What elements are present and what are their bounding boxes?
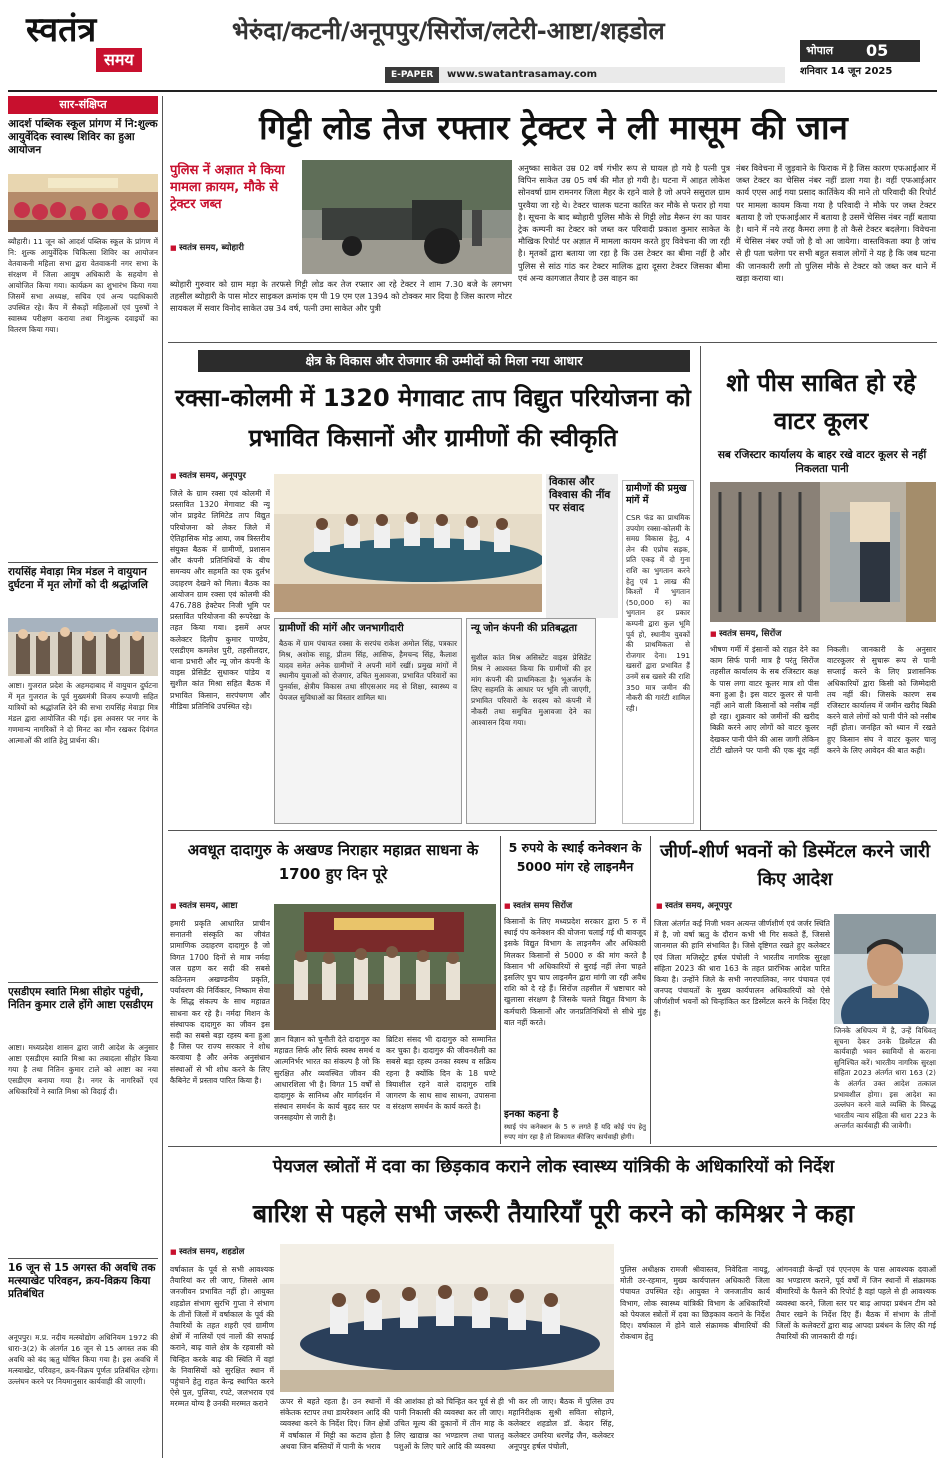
masthead xyxy=(0,0,945,86)
building-headline: जीर्ण-शीर्ण भवनों को डिस्मेंटल करने जारी किए आदेश xyxy=(659,841,931,890)
power-box-key-demands-body: CSR फंड का प्राथमिक उपयोग रक्सा-कोलमी के समग्र विकास हेतु, 4 लेन की एप्रोच सड़क, प्रति एकड़ में दो गुना राशि का भुगतान करने हेतु एवं 1 लाख की किश्तों में भुगतान (50,000 रु) का भुगतान हर प्रकार कम्पनी द्वारा कुल भूमि पूर्व हो, स्थानीय युवकों की प्राथमिकता से रोजगार देना। 191 खसरों द्वारा प्रभावित हैं उनमें सब खसरे की राशि 350 मात्र जमीन की नौकरी की गारंटी शामिल रही। xyxy=(626,513,690,713)
website-link[interactable]: www.swatantrasamay.com xyxy=(447,69,598,80)
building-byline: ■ स्वतंत्र समय, अनूपपुर xyxy=(656,900,856,914)
bottom-col-2: ऊपर से बहते रहता है। उन स्थानों में संकेतक स्टापर तथा डायरेक्शन आदि की व्यवस्था करने के निर्देश दिए। जिन क्षेत्रों में वर्षाकाल में मिट्टी का कटाव होता है अथवा जिन बस्तियों में पानी के भराव xyxy=(280,1397,390,1451)
city-label: भोपाल xyxy=(806,44,834,57)
bottom-col-4: भी कर ली जाए। बैठक में पुलिस उप महानिरीक्षक सुश्री सविता सोहाने, कलेक्टर शहडोल डॉ. केदार सिंह, कलेक्टर उमरिया धरणेंद्र जैन, कलेक्टर अनूपपुर हर्षल पंचोली, xyxy=(508,1397,614,1451)
bottom-meeting-photo xyxy=(280,1244,614,1392)
page-number: 05 xyxy=(866,41,889,60)
bottom-kicker: पेयजल स्त्रोतों में दवा का छिड़काव कराने लोक स्वास्थ्य यांत्रिकी के अधिकारियों को निर्देश xyxy=(272,1157,835,1177)
sidebar-story-2-photo xyxy=(8,618,158,676)
power-body: जिले के ग्राम रक्सा एवं कोलमी में प्रस्तावित 1320 मेगावाट की न्यू जोन प्राइवेट लिमिटेड ताप विद्युत परियोजना को लेकर जिले में ऐतिहासिक मोड़ आया, जब त्रिस्तरीय संयुक्त बैठक में ग्रामीणों, प्रशासन और कंपनी प्रतिनिधियों के बीच समन्वय और सहमति का एक दुर्लभ उदाहरण देखने को मिला। बैठक का आयोजन ग्राम रक्सा एवं कोलमी की 476.788 हेक्टेयर निजी भूमि पर प्रस्तावित परियोजना की रूपरेखा के तहत किया गया। इसमें अपर कलेक्टर दिलीप कुमार पाण्डेय, एसडीएम कमलेश पुरी, तहसीलदार, थाना प्रभारी और न्यू जोन कंपनी के वाइस प्रेसिडेंट सुधाकर पांडेय व सुशील कांत मिश्रा सहित बैठक में प्रभावित किसान, सरपंचगण और मीडिया प्रतिनिधि उपस्थित रहे। xyxy=(170,489,270,711)
epaper-label: E-PAPER xyxy=(385,67,439,83)
cooler-headline: शो पीस साबित हो रहे वाटर कूलर xyxy=(726,369,916,435)
building-body-2: जिनके अधिपत्य में है, उन्हें विधिवत् सूचना देकर उनके डिस्मेंटल की कार्यवाही भवन स्वामियों से कराना सुनिश्चित करें। भारतीय नागरिक सुरक्षा संहिता 2023 अंतर्गत धारा 163 (2) के अंतर्गत उक्त आदेश तत्काल प्रभावशील होगा। इस आदेश का उल्लंघन करने वाले व्यक्ति के विरुद्ध भारतीय न्याय संहिता की धारा 223 के अन्तर्गत कार्यवाही की जावेगी। xyxy=(834,1026,936,1131)
power-box-company xyxy=(466,618,596,824)
power-kicker: क्षेत्र के विकास और रोजगार की उम्मीदों को मिला नया आधार xyxy=(198,350,690,372)
bottom-col-3: की आशंका हो को चिन्हित कर पूर्व से ही पानी निकासी की व्यवस्था कर ली जाए। उचित मूल्य की दुकानों में तीन माह के लिए खाद्यान्न का भण्डारण तथा पालतू पशुओं के लिए चारे आदि की व्यवस्था xyxy=(394,1397,504,1451)
top-col-3: नंबर विवेचना में जुड़वाने के फिराक में है जिस कारण एफआईआर में जब्त टेक्टर का चेसिस नंबर नहीं डाला गया है। वहीं एफआईआर कार्य एएस आई गया प्रसाद कार्तिकेय की माने तो परिवादी की रिपोर्ट पर मामला कायम किया गया है परिवादी ने मौके पर जब्त टेक्टर बताया है जो एफआईआर में बताया है उसमें चेसिस नंबर नहीं बताया है। थाने में नये तरह कैमरा लगा है तो कैसे टेक्टर बदलेगा। विवेचना में चेसिस नंबर ज्यों जो है वो आ जायेगा। वास्तविकता क्या है जांच से ही पता चलेगा पर सभी बहुत सवाल लोगों ने यह है कि जब घटना की जानकारी लगी तो पुलिस मौके से टेक्टर को जब्त कर थाने में खड़ा कराया था। xyxy=(736,163,936,283)
sidebar-story-2-body: आष्टा। गुजरात प्रदेश के अहमदाबाद में वायुयान दुर्घटना में मृत गुजरात के पूर्व मुख्यमंत्री विजय रूपाणी सहित यात्रियों को श्रद्धांजलि देने की सभा रायसिंह मेवाड़ा मित्र मंडल द्वारा आयोजित की गई। इस अवसर पर नगर के गणमान्य नागरिकों ने दो मिनट का मौन रखकर दिवंगत आत्माओं की शांति हेतु प्रार्थना की। xyxy=(8,681,158,745)
power-meeting-photo xyxy=(274,474,542,612)
sidebar-header: सार-संक्षिप्त xyxy=(8,96,158,114)
sidebar-story-4-headline: 16 जून से 15 अगस्त की अवधि तक मत्स्याखेट परिवहन, क्रय-विक्रय किया प्रतिबंधित xyxy=(8,1262,156,1300)
power-box-company-title: न्यू जोन कंपनी की प्रतिबद्धता xyxy=(471,623,577,634)
power-headline: रक्सा-कोलमी में 1320 मेगावाट ताप विद्युत परियोजना को प्रभावित किसानों और ग्रामीणों की स्वीकृति xyxy=(175,384,691,452)
power-box-key-demands xyxy=(622,480,694,824)
issue-date: शनिवार 14 जून 2025 xyxy=(800,66,893,77)
avdhoot-photo xyxy=(274,904,496,1030)
power-box-dialogue xyxy=(546,474,618,618)
sidebar-story-1-photo xyxy=(8,174,158,232)
top-subheadline: पुलिस नें अज्ञात मे किया मामला क़ायम, मौके से ट्रेक्टर जब्त xyxy=(170,163,285,212)
bottom-col-6: आंगनवाड़ी केन्द्रों एवं एएनएम के पास आवश्यक दवाओं का भण्डारण कराने, पूर्व वर्षों में जिन स्थानों में संक्रामक बीमारियों के फैलने की रिपोर्ट है वहां पहले से ही आवश्यक व्यवस्था करने, जिला स्तर पर बाढ़ आपदा प्रबंधन टीम को तैयार रखने के निर्देश दिए हैं। बैठक में संभाग के तीनों जिलों के कलेक्टरों द्वारा बाढ़ आपदा प्रबंधन के लिए की गई तैयारियों की जानकारी दी गई। xyxy=(776,1265,936,1342)
bottom-byline: ■ स्वतंत्र समय, शहडोल xyxy=(170,1246,370,1260)
lineman-quote: स्थाई पंप कनेक्शन के 5 रु लगते हैं यदि कोई पंप हेतु रुपए मांग रहा है तो शिकायत कीजिए कार्यवाही होगी। xyxy=(504,1123,646,1141)
power-box-company-body: सुशील कांत मिश्र असिस्टेंट वाइस प्रेसिडेंट मिश्र ने आश्वस्त किया कि ग्रामीणों की हर मांग कंपनी की प्राथमिकता है। भूअर्जन के लिए सहमति के आधार पर भूमि ली जाएगी, प्रभावित परिवारों के सदस्य को कंपनी में नौकरी तथा समुचित मुआवजा देने का आश्वासन दिया गया। xyxy=(471,653,591,727)
cooler-byline: ■ स्वतंत्र समय, सिरोंज xyxy=(710,628,830,642)
top-col-1: ब्योहारी गुरुवार को ग्राम मड़ा के तरफसे गिट्टी लोड कर तेज रफ्तार आ रहे टेक्टर ने शाम 7.30 बजे के लगभग तहसील ब्योहारी के पास मोटर साइकल क्रमांक एम पी 19 एम एल 1394 को टोक्कर मार दिया है जिस कारण मोटर सायकल में सवार विनोद साकेत उम्र 34 वर्ष, पत्नी उमा साकेत और पुत्री xyxy=(170,279,512,314)
top-col-2: अनुष्का साकेत उम्र 02 वर्ष गंभीर रूप से घायल हो गये है पत्नी पुत्र विपिन साकेत उम्र 05 वर्ष की मौत हो गयी है। घटना में आहत लोकेश सोनवर्षा ग्राम रामनगर जिला मैहर के रहने वाले है जो अपने ससुराल ग्राम पुरवैया जा रहे थे। टेक्टर चालक घटना कारित कर मौके से फरार हो गया है। सूचना के बाद ब्योहारी पुलिस मौके से गिट्टी लोड मैरून रंग का पावर ट्रेक कम्पनी का टेक्टर को जब्त कर परिवादी प्रकाश कुमार साकेत के मौखिक रिपोर्ट पर अज्ञात में मामला कायम करते हुए विवेचना की जा रही है। मृतकों द्वारा बताया जा रहा है कि उस टेक्टर का बीमा नहीं है और पुलिस से सांठ गांठ कर टेक्टर मालिक द्वारा दूसरा टेक्टर जिसका बीमा एवं अन्य कागजात तैयार है उस वाहन का xyxy=(518,163,730,283)
power-box-key-demands-title: ग्रामीणों की प्रमुख मांगें में xyxy=(626,483,687,506)
sidebar-story-3-body: आष्टा। मध्यप्रदेश शासन द्वारा जारी आदेश के अनुसार आष्टा एसडीएम स्वाति मिश्रा का तबादला सीहोर किया गया है तथा नितिन कुमार टाले को आष्टा का नया एसडीएम बनाया गया है। नगर के नागरिकों एवं अधिकारियों ने स्वाति मिश्रा को विदाई दी। xyxy=(8,1043,158,1096)
avdhoot-byline: ■ स्वतंत्र समय, आष्टा xyxy=(170,900,370,914)
sidebar-story-1-headline: आदर्श पब्लिक स्कूल प्रांगण में नि:शुल्क आयुर्वेदिक स्वास्थ शिविर का हुआ आयोजन xyxy=(8,118,158,156)
epaper-bar xyxy=(385,67,785,83)
power-box-demands-body: बैठक में ग्राम पंचायत रक्सा के सरपंच राकेश अमोल सिंह, पत्रकार मिश्र, अशोक साहू, प्रीतम सिंह, आसिफ, हैमचन्द सिंह, कैलाश यादव समेत अनेक ग्रामीणों ने अपनी मांगें रखीं। प्रमुख मांगों में स्थानीय युवाओं को रोजगार, उचित मुआवजा, प्रभावित परिवारों का पुनर्वास, क्षेत्रीय विकास तथा सीएसआर मद से शिक्षा, स्वास्थ्य व पेयजल सुविधाओं का विस्तार शामिल था। xyxy=(279,639,457,702)
bottom-col-5: पुलिस अधीक्षक रामजी श्रीवास्तव, निवेदिता नायडू, मोती उर-रहमान, मुख्य कार्यपालन अधिकारी जिला पंचायत उपस्थित रहे। आयुक्त ने जनजातीय कार्य विभाग, लोक स्वास्थ्य यांत्रिकी विभाग के अधिकारियों को पेयजल स्त्रोतों में दवा का छिड़काव कराने के निर्देश दिए। वर्षाकाल में होने वाले संक्रामक बीमारियों की रोकथाम हेतु xyxy=(620,1265,770,1342)
logo-bottom: समय xyxy=(96,48,142,72)
collector-photo xyxy=(834,914,936,1024)
sidebar-story-4-body: अनूपपुर। म.प्र. नदीय मत्स्योद्योग अधिनियम 1972 की धारा-3(2) के अंतर्गत 16 जून से 15 अगस्त तक की अवधि को बंद ऋतु घोषित किया गया है। इस अवधि में मत्स्याखेट, परिवहन, क्रय-विक्रय पूर्णतः प्रतिबंधित रहेगा। उल्लंघन करने पर नियमानुसार कार्यवाही की जाएगी। xyxy=(8,1333,158,1386)
cooler-body: भीषण गर्मी में इंसानों को राहत देने का काम सिर्फ पानी मात्र है परंतु सिरोंज तहसील कार्यालय के सब रजिस्टार कक्ष के पास लगा वाटर कूलर मात्र शो पीस बना हुआ है। इस वाटर कूलर से पानी नहीं आने वाली किसानों को नसीब नहीं हो रहा। शुक्रवार को जमीनों की खरीद बिक्री करने आए लोगों को वाटर कूलर देखकर पानी पीने की आस जागी लेकिन टोंटी खोलने पर पानी की एक बूंद नहीं निकली। जानकारी के अनुसार वाटरकूलर से सुचारू रूप से पानी सप्लाई करने के लिए प्रशासनिक अधिकारियों द्वारा किसी को जिम्मेदारी तय नहीं की। जिसके कारण सब रजिस्टार कार्यालय में जमीन खरीद बिक्री करने वाले लोगों को पानी पीने को नसीब नहीं होता। जनहित को ध्यान में रखते हुए किसान संघ ने वाटर कूलर चालू करने के लिए आवेदन की बात कही। xyxy=(710,645,936,755)
building-body: जिला अंतर्गत कई निजी भवन अत्यन्त जीर्णशीर्ण एवं जर्जर स्थिति में है, जो वर्षा ऋतु के दौरान कभी भी गिर सकते हैं, जिससे जानमाल की हानि संभावित है। जिसे दृष्टिगत रखते हुए कलेक्टर एवं जिला मजिस्ट्रेट हर्षल पंचोली ने भारतीय नागरिक सुरक्षा संहिता 2023 की धारा 163 के तहत प्रारंभिक आदेश पारित किया है। उन्होंने जिले के सभी नगरपालिका, नगर पंचायत एवं जनपद पंचायतों के मुख्य कार्यपालन अधिकारियों को ऐसे जीर्णशीर्ण भवनों को चिन्हांकित कर डिस्मेंटल करने के निर्देश दिए हैं। xyxy=(654,919,830,1018)
avdhoot-headline: अवधूत दादागुरु के अखण्ड निराहार महाव्रत साधना के 1700 हुए दिन पूरे xyxy=(187,841,479,883)
top-byline: ■ स्वतंत्र समय, ब्योहारी xyxy=(170,242,300,256)
sidebar-story-3-headline: एसडीएम स्वाति मिश्रा सीहोर पहुंची, नितिन कुमार टाले होंगे आष्टा एसडीएम xyxy=(8,986,153,1011)
power-box-demands-title: ग्रामीणों की मांगें और जनभागीदारी xyxy=(279,623,404,634)
power-box-dialogue-title: विकास और विश्वास की नींव पर संवाद xyxy=(549,476,611,514)
lineman-body: किसानों के लिए मध्यप्रदेश सरकार द्वारा 5 रु में स्थाई पंप कनेक्शन की योजना चलाई गई थी बावजूद इसके विद्युत विभाग के लाइनमैन और अधिकारी मिलकर किसानों से 5000 रु की मांग करते है किसान भी अधिकारियों से बुराई नहीं लेना चाहते इसलिए चुप चाप लाइनमैन द्वारा मांगी जा रही अवैध राशि को दे रहे हैं। सिरोंज तहसील में भ्रष्टाचार को खुलासा संरक्षण है जिसके चलते विद्युत विभाग के कर्मचारी किसानों और जनप्रतिनिधियों से सीधे मुंह बात नहीं करते। xyxy=(504,917,646,1027)
sidebar-story-2-headline: रायसिंह मेवाड़ा मित्र मंडल ने वायुयान दुर्घटना में मृत लोगों को दी श्रद्धांजलि xyxy=(8,566,148,591)
logo[interactable] xyxy=(26,10,166,80)
bottom-col-1: वर्षाकाल के पूर्व से सभी आवश्यक तैयारियां कर ली जाए, जिससे आम जनजीवन प्रभावित नहीं हो। आयुक्त शहडोल संभाग सुरभि गुप्ता ने संभाग के तीनों जिलों में वर्षाकाल के पूर्व की तैयारियों के तहत शहरी एवं ग्रामीण क्षेत्रों में नालियों एवं नालों की सफाई कराने, बाढ़ वाले क्षेत्र के रहवासी को चिन्हित करके बाढ़ की स्थिति में वहां के निवासियों को सुरक्षित स्थान में पहुंचाने हेतु राहत केन्द्र स्थापित करने ऐसे पुल, पुलिया, रपटे, जलभराव एवं मरम्मत योग्य है उनकी मरम्मत कराने xyxy=(170,1265,274,1409)
edition-cities: भेरुंदा/कटनी/अनूपपुर/सिरोंज/लटेरी-आष्टा/शहडोल xyxy=(232,17,665,45)
page-info xyxy=(800,40,920,84)
lineman-headline: 5 रुपये के स्थाई कनेक्शन के 5000 मांग रहे लाइनमैन xyxy=(508,840,642,874)
bottom-headline: बारिश से पहले सभी जरूरी तैयारियाँ पूरी करने को कमिश्नर ने कहा xyxy=(252,1199,855,1228)
avdhoot-col-1: हमारी प्रकृति आधारित प्राचीन सनातनी संस्कृति का जीवंत प्रामाणिक उदाहरण दादागुरु है जो विगत 1700 दिनों से मात्र नर्मदा जल ग्रहण कर सदी की सबसे कठिनतम अखण्डनीय प्रकृति, पर्यावरण की निर्विकार, निष्काम सेवा के सिद्ध संकल्प के साथ महाव्रत साधना कर रहे है। नर्मदा मिशन के संस्थापक दादागुरु का जीवन इस सदी का सबसे बड़ा रहस्य बना हुआ है जिस पर राज्य सरकार ने शोध करवाया है और अनेक अनुसंधान संस्थाओं से भी शोध करने के लिए कैबिनेट में प्रस्ताव पारित किया है। xyxy=(170,919,270,1085)
logo-top: स्वतंत्र xyxy=(26,10,97,50)
avdhoot-col-3: ब्रिटिश संसद भी दादागुरु को सम्मानित कर चुका है। दादागुरु की जीवनशैली का सबसे बड़ा रहस्य उनका स्वस्थ व सक्रिय रहना है क्योंकि दिन के 18 घण्टे त्रियाशील रहने वाले दादागुरु रात्रि जागरण के साथ साथ साधना, उपासना व संरक्षण समर्थन के कार्य करते है। xyxy=(386,1035,496,1112)
sidebar xyxy=(8,96,158,1456)
power-box-demands xyxy=(274,618,462,824)
lineman-byline: ■ स्वतंत्र समय सिरोंज xyxy=(504,900,646,914)
sidebar-story-1-body: ब्यौहारी। 11 जून को आदर्श पब्लिक स्कूल के प्रांगण में नि: शुल्क आयुर्वेदिक चिकित्सा शिविर का आयोजन वेतवाकनी महिला सभा द्वारा वेतवाकनी नगर सभा के संरक्षण में जिला आयुष अधिकारी के सहयोग से आयोजित किया गया। कार्यक्रम का शुभारंभ किया गया जिसमें सभा अध्यक्ष, सचिव एवं अन्य पदाधिकारी उपस्थित रहे। कैंप में सैकड़ों महिलाओं एवं पुरुषों ने स्वास्थ्य परीक्षण कराया तथा निःशुल्क दवाइयों का वितरण किया गया। xyxy=(8,237,158,334)
top-story-photo xyxy=(302,160,512,274)
cooler-photo xyxy=(710,482,936,622)
avdhoot-col-2: ज्ञान विज्ञान को चुनौती देते दादागुरु का महाव्रत सिर्फ और सिर्फ स्वस्थ समर्थ व आत्मनिर्भर भारत का संकल्प है जो कि सुरक्षित और व्यवस्थित जीवन की आधारशिला भी है। विगत 15 वर्षों से दादागुरु के सानिध्य और मार्गदर्शन में संस्थान समर्थन के कार्य बृहद स्तर पर जनसहयोग से जारी है। xyxy=(274,1035,380,1123)
lineman-quote-title: इनका कहना है xyxy=(504,1109,559,1120)
cooler-subheadline: सब रजिस्टार कार्यालय के बाहर रखे वाटर कूलर से नहीं निकलता पानी xyxy=(717,449,927,475)
top-headline: गिट्टी लोड तेज रफ्तार ट्रेक्टर ने ली मासूम की जान xyxy=(259,108,848,147)
power-byline: ■ स्वतंत्र समय, अनूपपुर xyxy=(170,470,370,484)
